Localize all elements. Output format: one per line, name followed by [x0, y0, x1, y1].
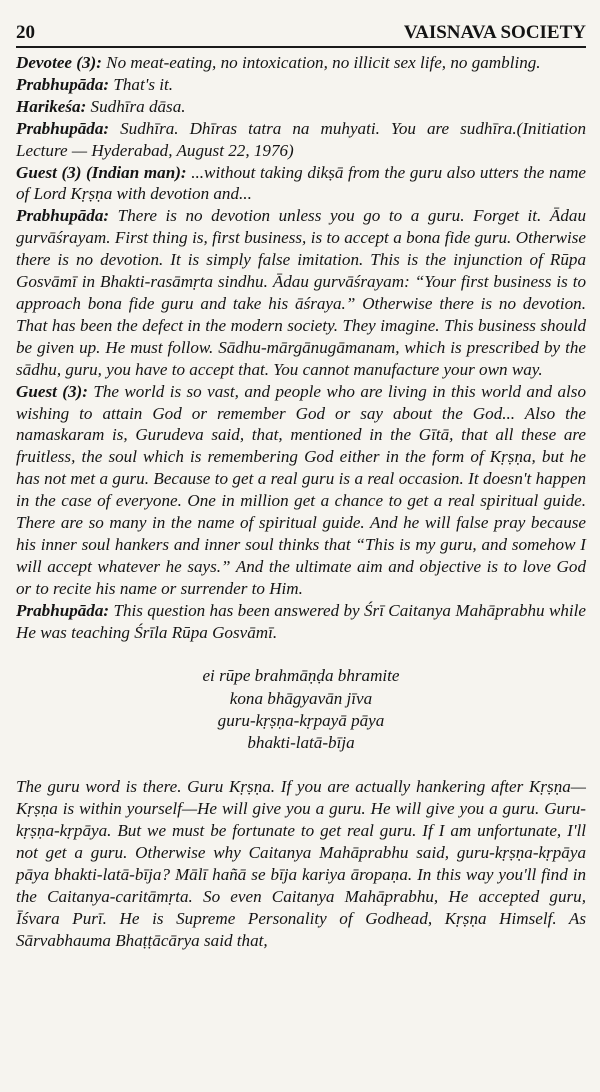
- speaker-label: Prabhupāda:: [16, 600, 110, 620]
- verse-line: kona bhāgyavān jīva: [229, 688, 373, 708]
- paragraph-harikesa: [16, 96, 586, 118]
- speech-text: No meat-eating, no intoxication, no illicit sex life, no gambling.: [101, 53, 541, 72]
- paragraph-prabhupada: [16, 205, 586, 380]
- speaker-label: Devotee (3):: [16, 53, 102, 72]
- paragraph-prabhupada: [16, 74, 586, 96]
- speaker-label: Prabhupāda:: [16, 206, 110, 226]
- verse-line: ei rūpe brahmāṇḍa bhramite: [202, 666, 400, 686]
- running-title: VAISNAVA SOCIETY: [403, 22, 586, 43]
- paragraph-guest-indian-man: [16, 162, 586, 206]
- speech-text: Sudhīra dāsa.: [86, 96, 186, 116]
- speaker-label: Guest (3) (Indian man):: [16, 162, 187, 182]
- verse-line: bhakti-latā-bīja: [247, 733, 355, 753]
- speaker-label: Prabhupāda:: [16, 118, 110, 138]
- speaker-label: Prabhupāda:: [16, 74, 110, 94]
- paragraph-prabhupada: [16, 118, 586, 162]
- speaker-label: Guest (3):: [16, 381, 88, 401]
- speech-text: Sudhīra. Dhīras tatra na muhyati. You are sudhīra.(Initiation Lecture — Hyderabad, August 22, 1976): [16, 118, 586, 160]
- paragraph-prabhupada: [16, 600, 586, 644]
- paragraph-guest: [16, 381, 586, 600]
- paragraph-devotee: [16, 52, 586, 74]
- speech-text: ...without taking dikṣā from the guru also utters the name of Lord Kṛṣṇa with devotion and...: [16, 162, 587, 204]
- speaker-label: Harikeśa:: [16, 96, 87, 116]
- speech-text: There is no devotion unless you go to a guru. Forget it. Ādau gurvāśrayam. First thing is, first business, is to accept a bona fide guru. Otherwise there is no devotion. It is simply false imitation. This is the injunction of Rūpa Gosvāmī in Bhakti-rasāmṛta sindhu. Ādau gurvāśrayam: “Your first business is to approach bona fide guru and take his āśraya.” Otherwise there is no devotion. That has been the defect in the modern society. They imagine. This business should be given up. He must follow. Sādhu-mārgānugāmanam, which is prescribed by the sādhu, guru, you have to accept that. You cannot manufacture your own way.: [16, 206, 586, 379]
- verse-block: [16, 665, 586, 754]
- speech-text: This question has been answered by Śrī Caitanya Mahāprabhu while He was teaching Śrīla Rūpa Gosvāmī.: [16, 600, 586, 642]
- page-header: [16, 22, 586, 48]
- speech-text: The world is so vast, and people who are living in this world and also wishing to attain God or remember God or say about the God... Also the namaskaram is, Gurudeva said, that, mentioned in the Gītā, that all these are fruitless, the soul which is remembering God either in the form of Kṛṣṇa, but he has not met a guru. Because to get a real guru is a real occasion. It doesn't happen in the case of everyone. One in million get a chance to get a real spiritual guide. There are so many in the name of spiritual guide. And he will false pray because his inner soul hankers and inner soul thinks that “This is my guru, and somehow I will accept whatever he says.” And the ultimate aim and objective is to love God or to recite his name or surrender to Him.: [16, 381, 586, 598]
- closing-paragraph: The guru word is there. Guru Kṛṣṇa. If you are actually hankering after Kṛṣṇa—Kṛṣṇa is within yourself—He will give you a guru. He will give you a guru. Guru-kṛṣṇa-kṛpāya. But we must be fortunate to get real guru. If I am unfortunate, I'll not get a guru. Otherwise why Caitanya Mahāprabhu said, guru-kṛṣṇa-kṛpāya pāya bhakti-latā-bīja? Mālī hañā se bīja kariya āropaṇa. In this way you'll find in the Caitanya-caritāmṛta. So even Caitanya Mahāprabhu, He accepted guru, Īśvara Purī. He is Supreme Personality of Godhead, Kṛṣṇa Himself. As Sārvabhauma Bhaṭṭācārya said that,: [16, 777, 586, 950]
- verse-line: guru-kṛṣṇa-kṛpayā pāya: [217, 710, 385, 730]
- speech-text: That's it.: [109, 74, 174, 94]
- dialogue-body: [16, 52, 586, 643]
- page-number: 20: [16, 22, 35, 43]
